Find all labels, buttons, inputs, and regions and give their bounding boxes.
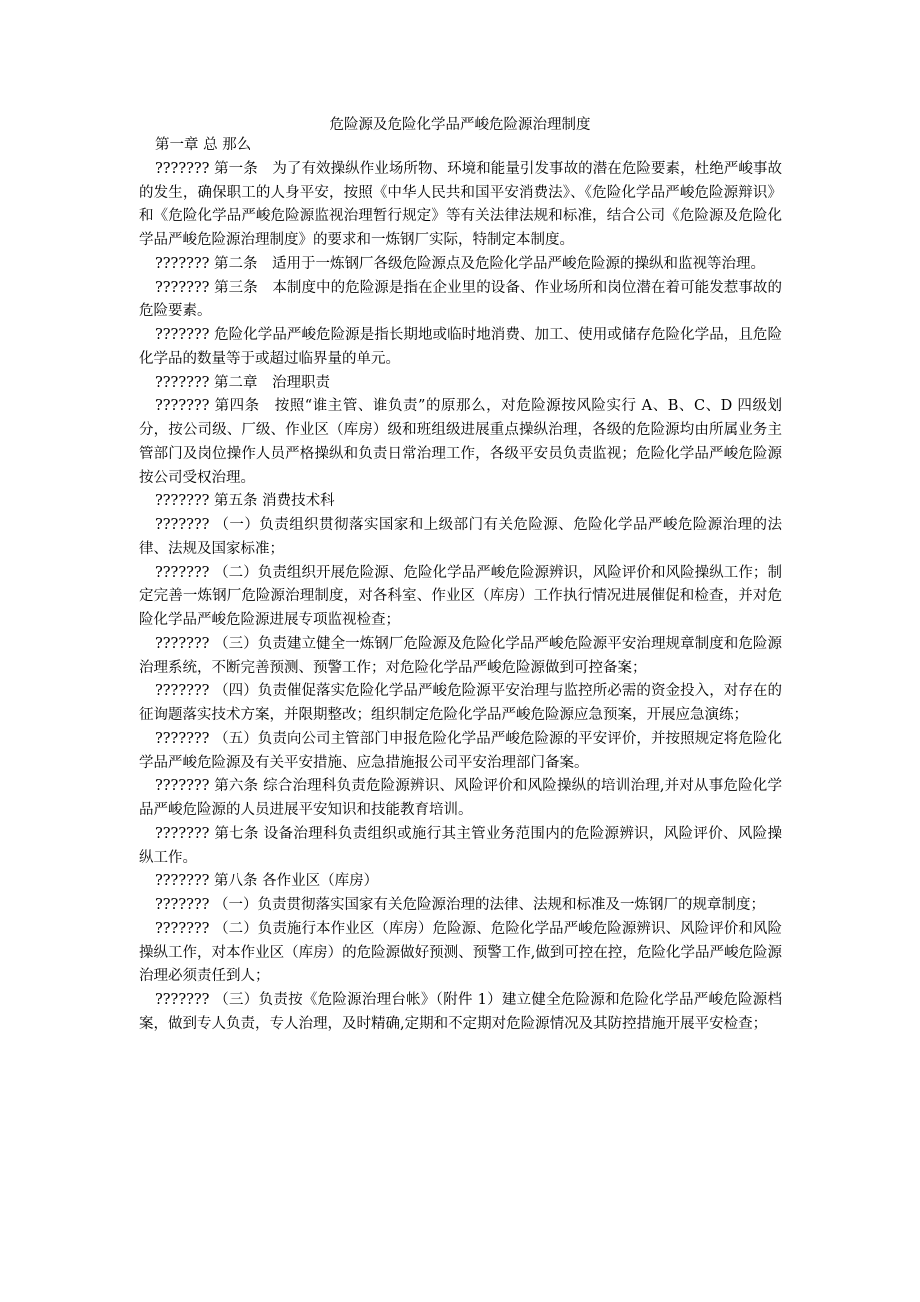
paragraph-item-3: ??????? （三）负责建立健全一炼钢厂危险源及危险化学品严峻危险源平安治理规章制度和危险源治理系统，不断完善预测、预警工作；对危险化学品严峻危险源做到可控备案； [139, 635, 782, 676]
paragraph-article-5: ??????? 第五条 消费技术科 [155, 493, 335, 510]
paragraph-definition: ??????? 危险化学品严峻危险源是指长期地或临时地消费、加工、使用或储存危险化学品，且危险化学品的数量等于或超过临界量的单元。 [139, 327, 782, 367]
paragraph-article-2: ??????? 第二条 适用于一炼钢厂各级危险源点及危险化学品严峻危险源的操纵和监视等治理。 [155, 255, 766, 272]
paragraph-article-4: ??????? 第四条 按照“谁主管、谁负责”的原那么，对危险源按风险实行 A、B、C、D 四级划分，按公司级、厂级、作业区（库房）级和班组级进展重点操纵治理，各级的危险源均由所属业务主管部门及岗位操作人员严格操纵和负责日常治理工作，各级平安员负责监视；危险化学品严峻危险源按公司受权治理。 [139, 398, 782, 486]
paragraph-article-6: ??????? 第六条 综合治理科负责危险源辨识、风险评价和风险操纵的培训治理,并对从事危险化学品严峻危险源的人员进展平安知识和技能教育培训。 [139, 778, 782, 818]
paragraph-article-1: ??????? 第一条 为了有效操纵作业场所物、环境和能量引发事故的潜在危险要素，杜绝严峻事故的发生，确保职工的人身平安，按照《中华人民共和国平安消费法》、《危险化学品严峻危险源辩识》和《危险化学品严峻危险源监视治理暂行规定》等有关法律法规和标准，结合公司《危险源及危险化学品严峻危险源治理制度》的要求和一炼钢厂实际，特制定本制度。 [139, 160, 782, 248]
paragraph-item-2: ??????? （二）负责组织开展危险源、危险化学品严峻危险源辨识，风险评价和风险操纵工作；制定完善一炼钢厂危险源治理制度，对各科室、作业区（库房）工作执行情况进展催促和检查，并对危险化学品严峻危险源进展专项监视检查； [139, 564, 782, 628]
document-body [139, 134, 782, 1037]
paragraph-item-1: ??????? （一）负责组织贯彻落实国家和上级部门有关危险源、危险化学品严峻危险源治理的法律、法规及国家标准； [139, 517, 782, 557]
paragraph-item-5: ??????? （五）负责向公司主管部门申报危险化学品严峻危险源的平安评价，并按照规定将危险化学品严峻危险源及有关平安措施、应急措施报公司平安治理部门备案。 [139, 730, 782, 771]
document-title: 危险源及危险化学品严峻危险源治理制度 [329, 117, 591, 133]
paragraph-article-3: ??????? 第三条 本制度中的危险源是指在企业里的设备、作业场所和岗位潜在着可能发惹事故的危险要素。 [139, 279, 782, 320]
paragraph-area-item-3: ??????? （三）负责按《危险源治理台帐》（附件 1）建立健全危险源和危险化学品严峻危险源档案，做到专人负责，专人治理，及时精确,定期和不定期对危险源情况及其防控措施开展平安检查； [139, 992, 782, 1032]
chapter-heading-duties: ??????? 第二章 治理职责 [155, 374, 331, 391]
chapter-heading-general: 第一章 总 那么 [155, 137, 252, 153]
paragraph-area-item-2: ??????? （二）负责施行本作业区（库房）危险源、危险化学品严峻危险源辨识、风险评价和风险操纵工作，对本作业区（库房）的危险源做好预测、预警工作,做到可控在控，危险化学品严峻危险源治理必须责任到人； [139, 920, 782, 985]
paragraph-item-4: ??????? （四）负责催促落实危险化学品严峻危险源平安治理与监控所必需的资金投入，对存在的征询题落实技术方案，并限期整改；组织制定危险化学品严峻危险源应急预案，开展应急演练； [139, 683, 782, 723]
paragraph-area-item-1: ??????? （一）负责贯彻落实国家有关危险源治理的法律、法规和标准及一炼钢厂的规章制度； [155, 897, 766, 913]
paragraph-article-8: ??????? 第八条 各作业区（库房） [155, 873, 379, 890]
paragraph-article-7: ??????? 第七条 设备治理科负责组织或施行其主管业务范围内的危险源辨识，风险评价、风险操纵工作。 [139, 825, 782, 866]
